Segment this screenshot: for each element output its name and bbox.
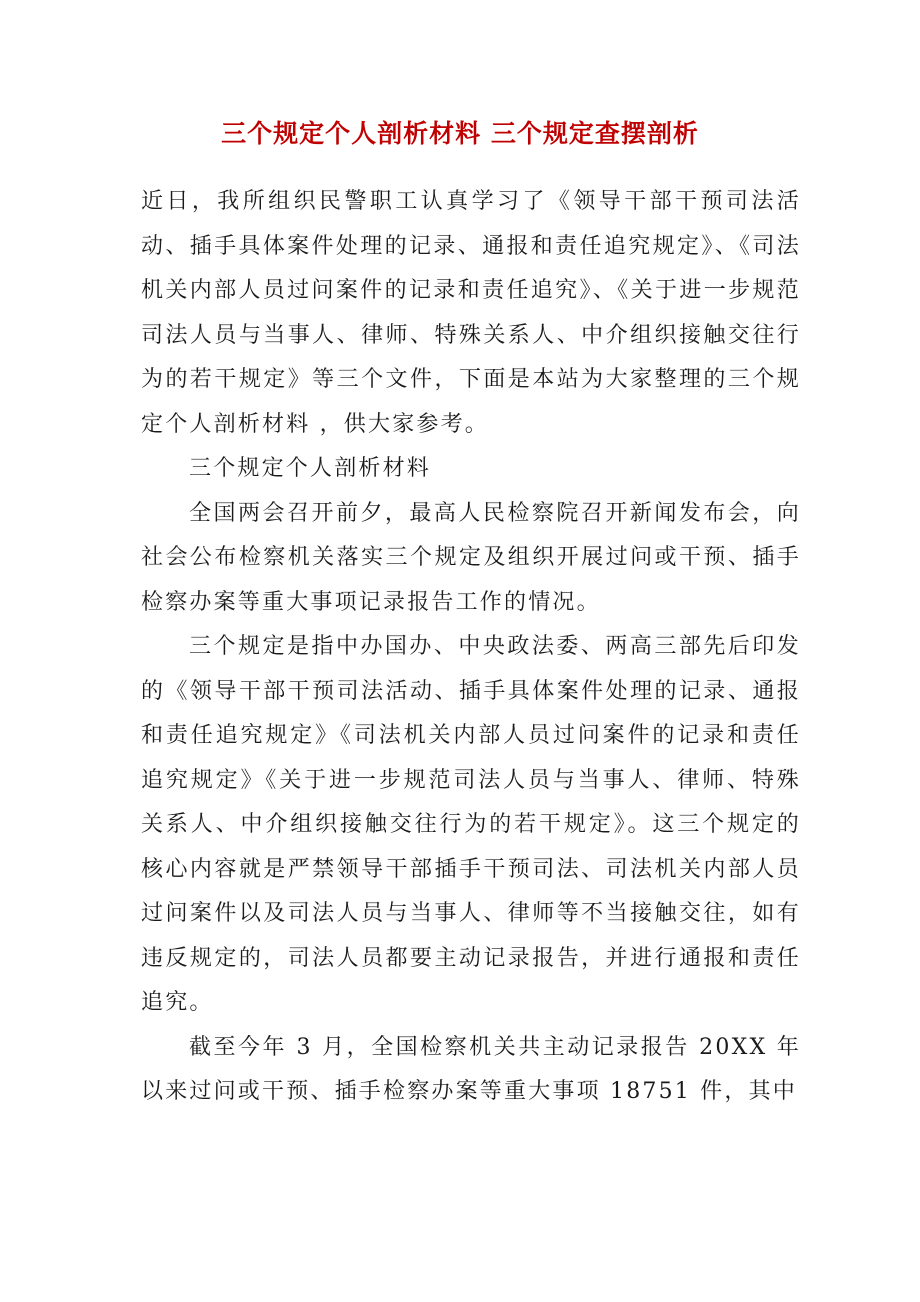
- document-title: 三个规定个人剖析材料 三个规定查摆剖析: [221, 119, 699, 148]
- paragraph-three-rules-definition: 三个规定是指中办国办、中央政法委、两高三部先后印发的《领导干部干预司法活动、插手具体案件处理的记录、通报和责任追究规定》《司法机关内部人员过问案件的记录和责任追究规定》《关于进一步规范司法人员与当事人、律师、特殊关系人、中介组织接触交往行为的若干规定》。这三个规定的核心内容就是严禁领导干部插手干预司法、司法机关内部人员过问案件以及司法人员与当事人、律师等不当接触交往，如有违反规定的，司法人员都要主动记录报告，并进行通报和责任追究。: [141, 634, 801, 1015]
- paragraph-statistics: 截至今年 3 月，全国检察机关共主动记录报告 20XX 年以来过问或干预、插手检察办案等重大事项 18751 件，其中: [141, 1034, 801, 1104]
- section-heading: 三个规定个人剖析材料: [189, 456, 432, 481]
- document-body: [141, 180, 801, 1115]
- paragraph-press-conference: 全国两会召开前夕，最高人民检察院召开新闻发布会，向社会公布检察机关落实三个规定及组织开展过问或干预、插手检察办案等重大事项记录报告工作的情况。: [141, 500, 801, 615]
- paragraph-intro: 近日，我所组织民警职工认真学习了《领导干部干预司法活动、插手具体案件处理的记录、通报和责任追究规定》、《司法机关内部人员过问案件的记录和责任追究》、《关于进一步规范司法人员与当事人、律师、特殊关系人、中介组织接触交往行为的若干规定》等三个文件，下面是本站为大家整理的三个规定个人剖析材料 ，供大家参考。: [141, 189, 801, 437]
